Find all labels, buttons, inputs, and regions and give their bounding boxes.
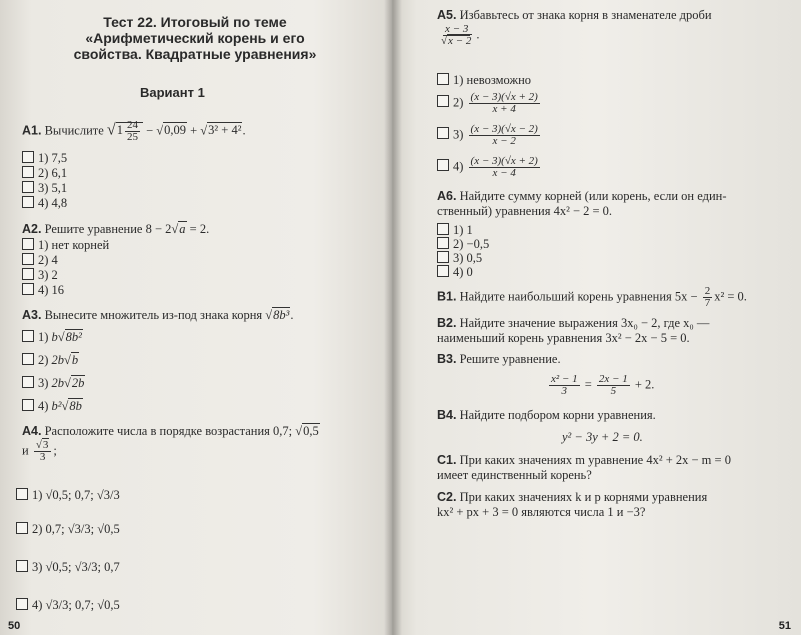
a2-option-2[interactable]: 2) 4 [22,253,58,267]
a2-option-3[interactable]: 3) 2 [22,268,58,282]
question-c1: C1. При каких значениях m уравнение 4x² + 2x − m = 0 [437,453,731,467]
a5-fraction: $\frac{x - 3}{√x - 2}$ . [441,23,480,47]
page-number-left: 50 [8,620,21,632]
b4-equation: y² − 3y + 2 = 0. [562,430,643,444]
a1-option-1[interactable]: 1) 7,5 [22,151,67,165]
checkbox[interactable] [437,251,449,263]
test-title-line-2: «Арифметический корень и его [85,30,305,46]
checkbox[interactable] [22,151,34,163]
question-a2: A2. Решите уравнение 8 − 2√a = 2. [22,222,210,236]
question-c2-cont: kx² + px + 3 = 0 являются числа 1 и −3? [437,505,646,519]
a6-option-1[interactable]: 1) 1 [437,223,473,237]
question-a4-cont: и $\frac{√3}{3}$ ; [22,439,57,463]
question-a6: A6. Найдите сумму корней (или корень, если он един- [437,189,727,203]
checkbox[interactable] [437,223,449,235]
question-b3: B3. Решите уравнение. [437,352,561,366]
a6-option-3[interactable]: 3) 0,5 [437,251,482,265]
checkbox[interactable] [22,353,34,365]
checkbox[interactable] [437,265,449,277]
checkbox[interactable] [22,166,34,178]
question-b4: B4. Найдите подбором корни уравнения. [437,408,656,422]
a3-option-1[interactable]: 1) b√8b² [22,330,83,344]
checkbox[interactable] [437,73,449,85]
checkbox[interactable] [437,159,449,171]
a4-option-3[interactable]: 3) √0,5; √3/3; 0,7 [16,560,120,574]
a5-option-3[interactable]: 3) $\frac{(x - 3)(√x - 2)}{x - 2}$ [437,124,542,147]
a4-option-2[interactable]: 2) 0,7; √3/3; √0,5 [16,522,120,536]
a1-option-3[interactable]: 3) 5,1 [22,181,67,195]
a6-option-4[interactable]: 4) 0 [437,265,473,279]
question-b1: B1. Найдите наибольший корень уравнения 5x − $\frac{2}{7}$ x² = 0. [437,285,747,309]
test-title-line-3: свойства. Квадратные уравнения» [73,46,317,62]
a1-option-4[interactable]: 4) 4,8 [22,196,67,210]
a5-option-2[interactable]: 2) $\frac{(x - 3)(√x + 2)}{x + 4}$ [437,92,542,115]
question-a3: A3. Вынесите множитель из-под знака корня √8b³. [22,308,294,322]
checkbox[interactable] [16,522,28,534]
a2-option-1[interactable]: 1) нет корней [22,238,109,252]
a6-option-2[interactable]: 2) −0,5 [437,237,489,251]
question-c1-cont: имеет единственный корень? [437,468,592,482]
question-c2: C2. При каких значениях k и p корнями уравнения [437,490,708,504]
checkbox[interactable] [16,488,28,500]
question-a1: A1. Вычислите √1 $\frac{24}{25}$ − √0,09 + √3² + 4². [22,119,246,143]
a5-option-1[interactable]: 1) невозможно [437,73,531,87]
page-number-right: 51 [778,620,791,632]
a1-option-2[interactable]: 2) 6,1 [22,166,67,180]
a3-option-2[interactable]: 2) 2b√b [22,353,79,367]
checkbox[interactable] [22,376,34,388]
a3-option-4[interactable]: 4) b²√8b [22,399,83,413]
checkbox[interactable] [437,237,449,249]
right-page [392,0,801,635]
checkbox[interactable] [22,181,34,193]
question-a5: A5. Избавьтесь от знака корня в знаменателе дроби [437,8,712,22]
question-b2-cont: наименьший корень уравнения 3x² − 2x − 5 = 0. [437,331,690,345]
a5-option-4[interactable]: 4) $\frac{(x - 3)(√x + 2)}{x - 4}$ [437,156,542,179]
a4-option-1[interactable]: 1) √0,5; 0,7; √3/3 [16,488,120,502]
checkbox[interactable] [16,598,28,610]
checkbox[interactable] [22,238,34,250]
checkbox[interactable] [22,399,34,411]
a3-option-3[interactable]: 3) 2b√2b [22,376,85,390]
checkbox[interactable] [22,283,34,295]
a2-option-4[interactable]: 4) 16 [22,283,64,297]
book-gutter [384,0,402,635]
checkbox[interactable] [22,253,34,265]
question-b2: B2. Найдите значение выражения 3x₀ − 2, где x₀ — [437,316,710,330]
checkbox[interactable] [22,196,34,208]
checkbox[interactable] [16,560,28,572]
checkbox[interactable] [22,330,34,342]
checkbox[interactable] [437,127,449,139]
a4-option-4[interactable]: 4) √3/3; 0,7; √0,5 [16,598,120,612]
checkbox[interactable] [437,95,449,107]
checkbox[interactable] [22,268,34,280]
variant-heading: Вариант 1 [140,85,205,100]
b3-equation: $\frac{\text{x² − 1}}{3}$ = $\frac{2x - 1}{5}$ + 2. [551,373,655,397]
question-a4: A4. Расположите числа в порядке возрастания 0,7; √0,5 [22,424,319,438]
question-a6-cont: ственный) уравнения 4x² − 2 = 0. [437,204,613,218]
left-page [0,0,392,635]
test-title-line-1: Тест 22. Итоговый по теме [103,14,287,30]
